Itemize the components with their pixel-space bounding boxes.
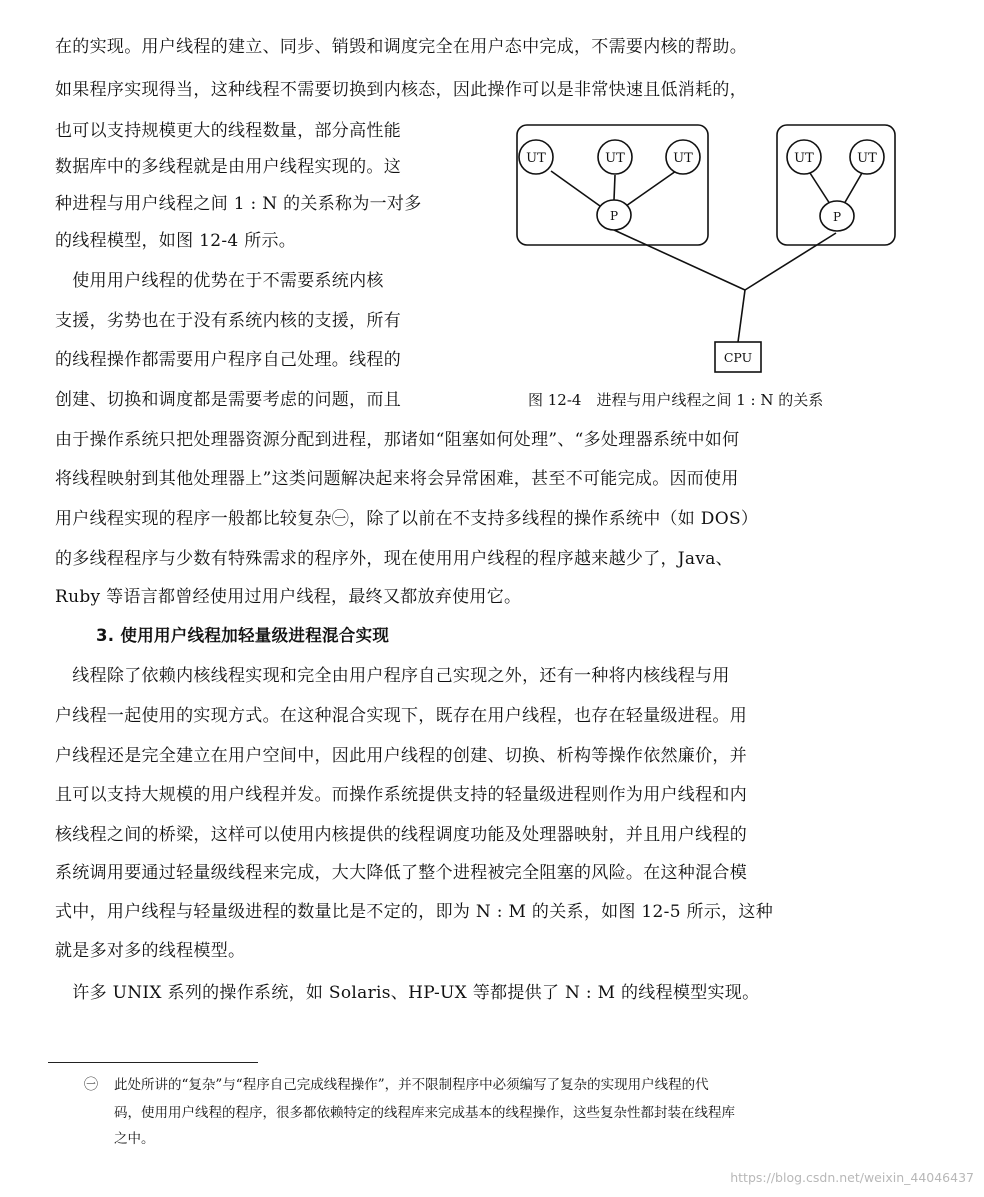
body-line-wrap-6: 支援，劣势也在于没有系统内核的支援，所有 [55,311,401,331]
section-line-6: 系统调用要通过轻量级线程来完成，大大降低了整个进程被完全阻塞的风险。在这种混合模 [55,863,747,883]
body-line-after-1: 由于操作系统只把处理器资源分配到进程，那诸如“阻塞如何处理”、“多处理器系统中如何 [55,430,740,450]
ut-label-4: UT [794,151,814,166]
figure-12-4-diagram [510,120,905,380]
section-line-5: 核线程之间的桥梁，这样可以使用内核提供的线程调度功能及处理器映射，并且用户线程的 [55,825,747,845]
footnote-marker: ㊀ [84,1077,98,1093]
section-line-3: 户线程还是完全建立在用户空间中，因此用户线程的创建、切换、析构等操作依然廉价，并 [55,746,747,766]
body-line-after-3: 用户线程实现的程序一般都比较复杂㊀，除了以前在不支持多线程的操作系统中（如 DOS） [55,509,759,529]
edge-ut4-p2 [810,173,830,204]
body-line-wrap-4: 的线程模型，如图 12-4 所示。 [55,231,297,251]
edge-p2-cpu [745,233,836,290]
footnote-divider [48,1062,258,1063]
figure-caption: 图 12-4 进程与用户线程之间 1 : N 的关系 [528,391,824,409]
body-line-after-2: 将线程映射到其他处理器上”这类问题解决起来将会异常困难，甚至不可能完成。因而使用 [55,469,739,489]
p-label-1: P [609,209,619,223]
edge-junction-cpu [738,290,745,342]
footnote-line-3: 之中。 [114,1131,155,1147]
body-line-wrap-7: 的线程操作都需要用户程序自己处理。线程的 [55,350,401,370]
body-line-wrap-1: 也可以支持规模更大的线程数量，部分高性能 [55,121,401,141]
body-line-wrap-5: 使用用户线程的优势在于不需要系统内核 [55,271,384,291]
footnote-line-1: 此处所讲的“复杂”与“程序自己完成线程操作”，并不限制程序中必须编写了复杂的实现用户线程的代 [114,1077,709,1093]
cpu-label: CPU [723,350,753,365]
body-line-1: 在的实现。用户线程的建立、同步、销毁和调度完全在用户态中完成，不需要内核的帮助。 [55,37,747,57]
body-line-wrap-2: 数据库中的多线程就是由用户线程实现的。这 [55,157,401,177]
ut-label-3: UT [673,151,693,166]
watermark-url: https://blog.csdn.net/weixin_44046437 [730,1170,974,1185]
p-label-2: P [832,210,842,224]
body-line-after-4: 的多线程程序与少数有特殊需求的程序外，现在使用用户线程的程序越来越少了，Java、 [55,549,733,569]
edge-ut2-p1 [614,175,615,200]
ut-label-2: UT [605,151,625,166]
edge-ut3-p1 [626,171,676,206]
edge-ut5-p2 [844,173,862,204]
edge-p1-cpu [614,230,745,290]
body-line-wrap-3: 种进程与用户线程之间 1 : N 的关系称为一对多 [55,194,422,214]
footnote-line-2: 码，使用用户线程的程序，很多都依赖特定的线程库来完成基本的线程操作，这些复杂性都封装在线程库 [114,1105,735,1121]
edge-ut1-p1 [551,171,600,206]
body-line-2: 如果程序实现得当，这种线程不需要切换到内核态，因此操作可以是非常快速且低消耗的， [55,80,747,100]
body-line-wrap-8: 创建、切换和调度都是需要考虑的问题，而且 [55,390,401,410]
last-paragraph: 许多 UNIX 系列的操作系统，如 Solaris、HP-UX 等都提供了 N : M 的线程模型实现。 [55,983,760,1003]
section-line-7: 式中，用户线程与轻量级进程的数量比是不定的，即为 N : M 的关系，如图 12-5 所示，这种 [55,902,774,922]
section-line-8: 就是多对多的线程模型。 [55,941,246,961]
ut-label-1: UT [526,151,546,166]
body-line-after-5: Ruby 等语言都曾经使用过用户线程，最终又都放弃使用它。 [55,587,522,607]
section-heading: 3. 使用用户线程加轻量级进程混合实现 [96,626,390,645]
section-line-1: 线程除了依赖内核线程实现和完全由用户程序自己实现之外，还有一种将内核线程与用 [55,666,730,686]
section-line-4: 且可以支持大规模的用户线程并发。而操作系统提供支持的轻量级进程则作为用户线程和内 [55,785,747,805]
ut-label-5: UT [857,151,877,166]
section-line-2: 户线程一起使用的实现方式。在这种混合实现下，既存在用户线程，也存在轻量级进程。用 [55,706,747,726]
